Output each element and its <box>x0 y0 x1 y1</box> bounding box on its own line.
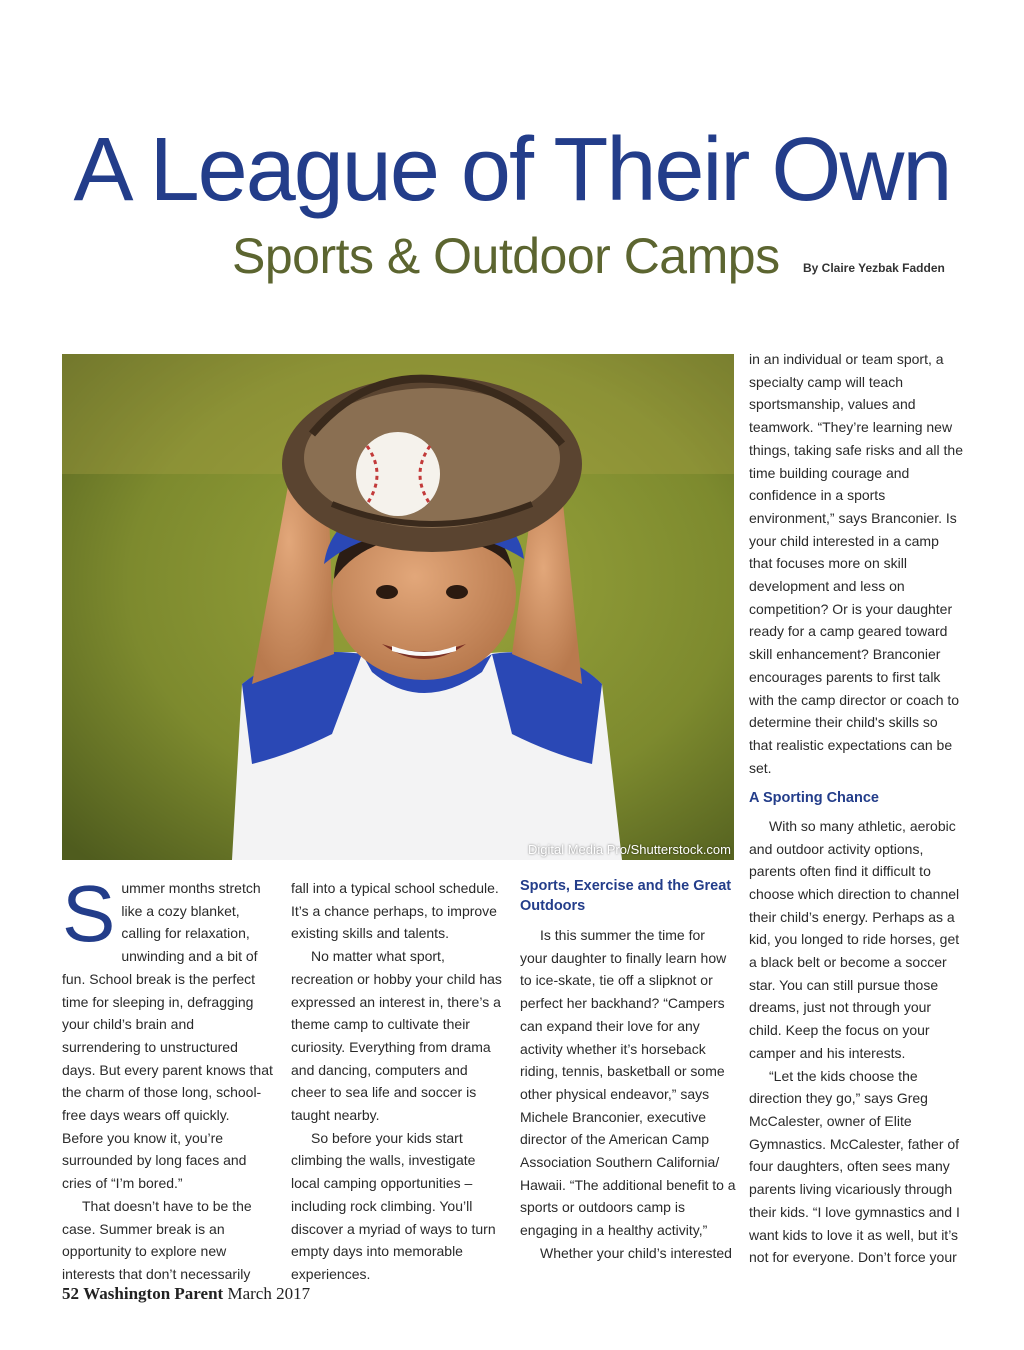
section-heading: A Sporting Chance <box>749 790 879 807</box>
body-paragraph: “Let the kids choose the direction they go,” says Greg McCalester, owner of Elite Gymnastics. McCalester, father of four daughters, often sees many parents living vicariously through their kids. “I love gymnastics and I want kids to love it as well, but it’s not for everyone. Don’t force your <box>749 1067 960 1266</box>
body-paragraph: No matter what sport, recreation or hobby your child has expressed an interest in, there’s a theme camp to cultivate their curiosity. Everything from drama and dancing, computers and cheer to sea life and soccer is taught nearby. <box>291 948 502 1124</box>
drop-cap: S <box>62 869 116 958</box>
issue-date: March 2017 <box>227 1284 311 1303</box>
body-paragraph: That doesn’t have to be the case. Summer break is an opportunity to explore new interests that don’t necessarily <box>62 1197 252 1282</box>
article-column-3 <box>520 877 736 1265</box>
article-photo <box>62 354 734 860</box>
body-paragraph: in an individual or team sport, a specialty camp will teach sportsmanship, values and teamwork. “They’re learning new things, taking safe risks and all the time building courage and confidence in a sports environment,” says Branconier. Is your child interested in a camp that focuses more on skill development and less on competition? Or is your daughter ready for a camp geared toward skill enhancement? Branconier encourages parents to first talk with the camp director or coach to determine their child's skills so that realistic expectations can be set. <box>749 351 964 776</box>
photo-credit: Digital Media Pro/Shutterstock.com <box>527 842 731 857</box>
body-paragraph: Is this summer the time for your daughter to finally learn how to ice-skate, tie off a slipknot or perfect her backhand? “Campers can expand their love for any activity whether it’s horseback riding, tennis, basketball or some other physical endeavor,” says Michele Branconier, executive director of the American Camp Association Southern California/ Hawaii. “The additional benefit to a sports or outdoors camp is engaging in a healthy activity,” <box>520 927 736 1239</box>
page-number: 52 <box>62 1284 79 1303</box>
photo-illustration <box>62 354 734 860</box>
body-paragraph: So before your kids start climbing the walls, investigate local camping opportunities – including rock climbing. You’ll discover a myriad of ways to turn empty days into memorable experiences. <box>291 1129 496 1282</box>
body-paragraph: With so many athletic, aerobic and outdoor activity options, parents often find it difficult to choose which direction to channel their child’s energy. Perhaps as a kid, you longed to ride horses, get a black belt or become a soccer star. You can still pursue those dreams, just not through your child. Keep the focus on your camper and his interests. <box>749 817 960 1061</box>
intro-text: ummer months stretch like a cozy blanket, calling for relaxation, unwinding and a bit of fun. School break is the perfect time for sleeping in, defragging your child’s brain and surrendering to unstructured days. But every parent knows that the charm of those long, school-free days wears off quickly. Before you know it, you’re surrounded by long faces and cries of “I’m bored.” <box>62 880 273 1192</box>
article-subtitle: Sports & Outdoor Camps <box>232 228 780 284</box>
article-column-4 <box>749 348 963 1269</box>
article-column-2 <box>291 877 505 1286</box>
article-title: A League of Their Own <box>73 120 951 220</box>
body-paragraph: Whether your child’s interested <box>540 1244 732 1261</box>
page-footer <box>62 1284 310 1304</box>
intro-paragraph <box>62 869 274 1195</box>
section-heading: Sports, Exercise and the Great Outdoors <box>520 878 732 914</box>
article-byline: By Claire Yezbak Fadden <box>803 261 945 275</box>
article-column-1 <box>62 869 274 1286</box>
body-paragraph: fall into a typical school schedule. It’s a chance perhaps, to improve existing skills and talents. <box>291 880 499 942</box>
publication-name: Washington Parent <box>83 1284 224 1303</box>
